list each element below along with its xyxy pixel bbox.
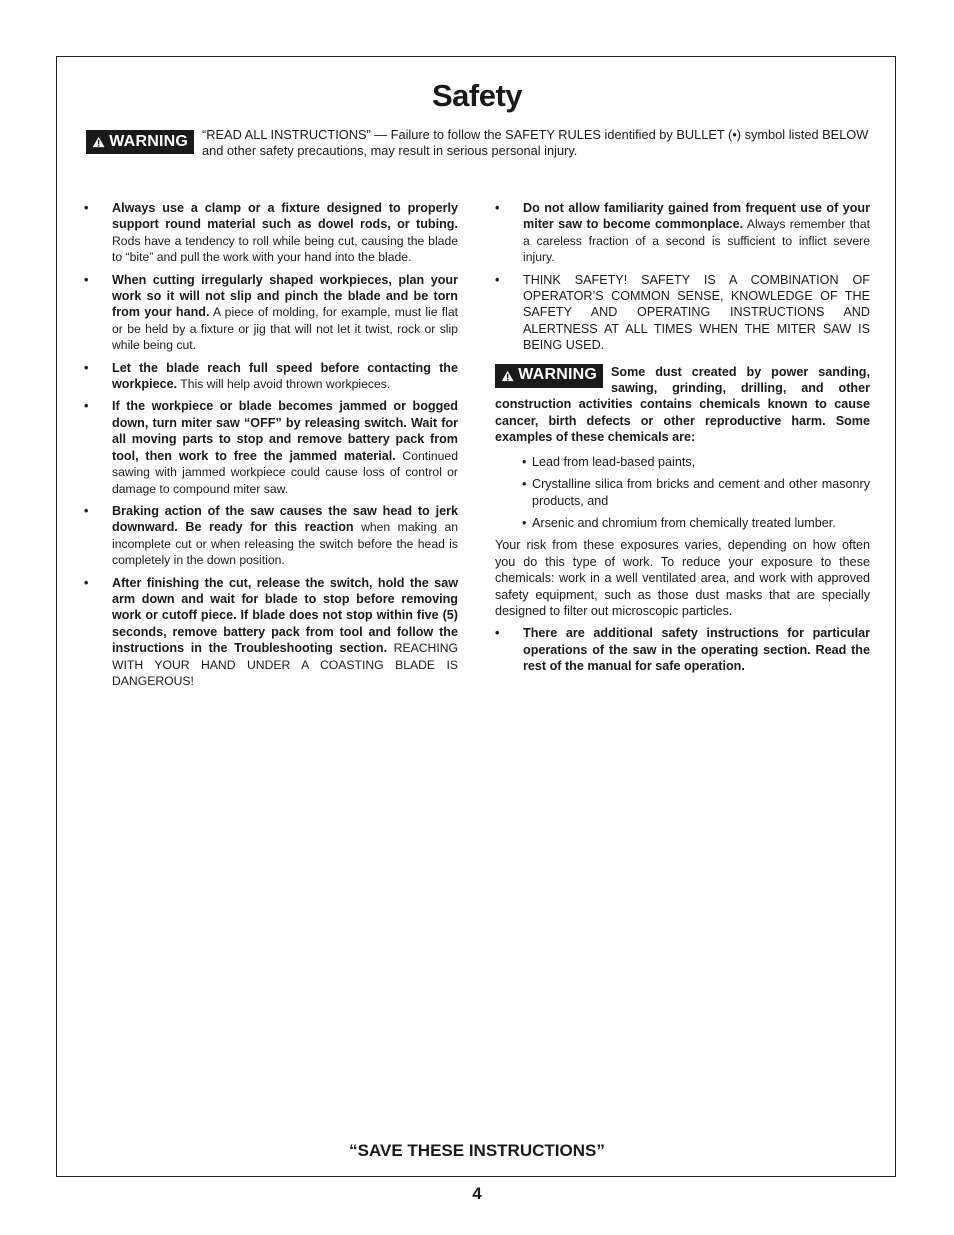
list-item xyxy=(84,360,458,393)
chemical-list xyxy=(495,454,870,532)
list-item xyxy=(495,272,870,354)
rule-bold: Braking action of the saw causes the saw head to jerk downward. Be ready for this reaction xyxy=(112,503,458,535)
rule-bold: If the workpiece or blade becomes jammed or bogged down, turn miter saw “OFF” by releasing switch. Wait for all moving parts to stop and remove battery pack from tool, then work to free the jammed material. xyxy=(112,399,458,463)
bullet-symbol: • xyxy=(84,272,89,287)
warning-label: WARNING xyxy=(109,133,188,150)
page-title: Safety xyxy=(431,78,523,113)
bullet-symbol: • xyxy=(495,626,500,641)
bullet-symbol: • xyxy=(84,503,89,518)
warning-badge xyxy=(86,130,194,154)
rule-text: This will help avoid thrown workpieces. xyxy=(177,377,391,392)
list-item xyxy=(84,272,458,354)
save-instructions: “SAVE THESE INSTRUCTIONS” xyxy=(349,1141,605,1160)
rule-bold: There are additional safety instructions for particular operations of the saw in the operating section. Read the rest of the manual for safe operation. xyxy=(523,626,870,674)
bullet-symbol: • xyxy=(522,477,527,492)
chemical-text: Arsenic and chromium from chemically treated lumber. xyxy=(532,515,836,530)
list-item xyxy=(84,398,458,496)
bullet-symbol: • xyxy=(522,515,527,530)
left-column xyxy=(84,200,458,695)
rule-bold: Always use a clamp or a fixture designed to properly support round material such as dowel rods, or tubing. xyxy=(112,201,458,232)
list-item xyxy=(84,575,458,690)
rule-text: Always remember that a careless fraction of a second is sufficient to inflict severe injury. xyxy=(523,217,870,265)
chemical-warning xyxy=(495,364,870,446)
chemical-text: Crystalline silica from bricks and cement and other masonry products, and xyxy=(532,477,870,508)
rule-text: Continued sawing with jammed workpiece could cause loss of control or damage to compound miter saw. xyxy=(112,448,458,496)
bullet-symbol: • xyxy=(84,201,89,215)
rule-text: A piece of molding, for example, must lie flat or be held by a fixture or jig that will not let it twist, rock or slip while being cut. xyxy=(112,305,458,353)
risk-paragraph: Your risk from these exposures varies, depending on how often you do this type of work. To reduce your exposure to these chemicals: work in a well ventilated area, and work with approved safety equipment, such as those dust masks that are specially designed to filter out microscopic particles. xyxy=(495,538,870,618)
list-item xyxy=(495,476,870,509)
rule-bold: After finishing the cut, release the switch, hold the saw arm down and wait for blade to stop before removing work or cutoff piece. If blade does not stop within five (5) seconds, remove battery pack from tool and follow the instructions in the Troubleshooting section. xyxy=(112,575,458,656)
bullet-symbol: • xyxy=(84,399,89,414)
bullet-symbol: • xyxy=(495,201,500,215)
chemical-warning-text: Some dust created by power sanding, sawing, grinding, drilling, and other construction activities contains chemicals known to cause cancer, birth defects or other reproductive harm. Some examples of these chemicals are: xyxy=(495,364,870,445)
page-number: 4 xyxy=(472,1184,482,1203)
chemical-text: Lead from lead-based paints, xyxy=(532,454,696,469)
list-item xyxy=(84,503,458,569)
rule-text: THINK SAFETY! SAFETY IS A COMBINATION OF OPERATOR’S COMMON SENSE, KNOWLEDGE OF THE SAFETY AND OPERATING INSTRUCTIONS AND ALERTNESS AT ALL TIMES WHEN THE MITER SAW IS BEING USED. xyxy=(523,272,870,353)
warning-label: WARNING xyxy=(518,366,597,384)
rule-text: Rods have a tendency to roll while being cut, causing the blade to “bite” and pull the work with your hand into the blade. xyxy=(112,233,458,265)
rule-bold: Do not allow familiarity gained from frequent use of your miter saw to become commonplace. xyxy=(523,201,870,232)
right-column xyxy=(495,200,870,681)
rule-text: when making an incomplete cut or when releasing the switch before the head is completely in the down position. xyxy=(112,520,459,568)
bullet-symbol: • xyxy=(84,575,89,590)
bullet-symbol: • xyxy=(522,454,527,469)
list-item xyxy=(495,625,870,674)
bullet-symbol: • xyxy=(84,360,89,375)
rule-text: REACHING WITH YOUR HAND UNDER A COASTING BLADE IS DANGEROUS! xyxy=(112,641,458,688)
warning-badge xyxy=(495,364,603,388)
rule-bold: Let the blade reach full speed before contacting the workpiece. xyxy=(112,360,458,392)
warning-triangle-icon xyxy=(501,368,514,384)
list-item xyxy=(495,454,870,470)
list-item xyxy=(84,200,458,266)
list-item xyxy=(495,515,870,531)
bullet-symbol: • xyxy=(495,272,500,287)
rule-bold: When cutting irregularly shaped workpieces, plan your work so it will not slip and pinch the blade and be torn from your hand. xyxy=(112,272,458,320)
intro-text: “READ ALL INSTRUCTIONS” — Failure to follow the SAFETY RULES identified by BULLET (•) symbol listed BELOW and other safety precautions, may result in serious personal injury. xyxy=(202,127,869,158)
warning-triangle-icon xyxy=(92,134,105,150)
list-item xyxy=(495,200,870,266)
